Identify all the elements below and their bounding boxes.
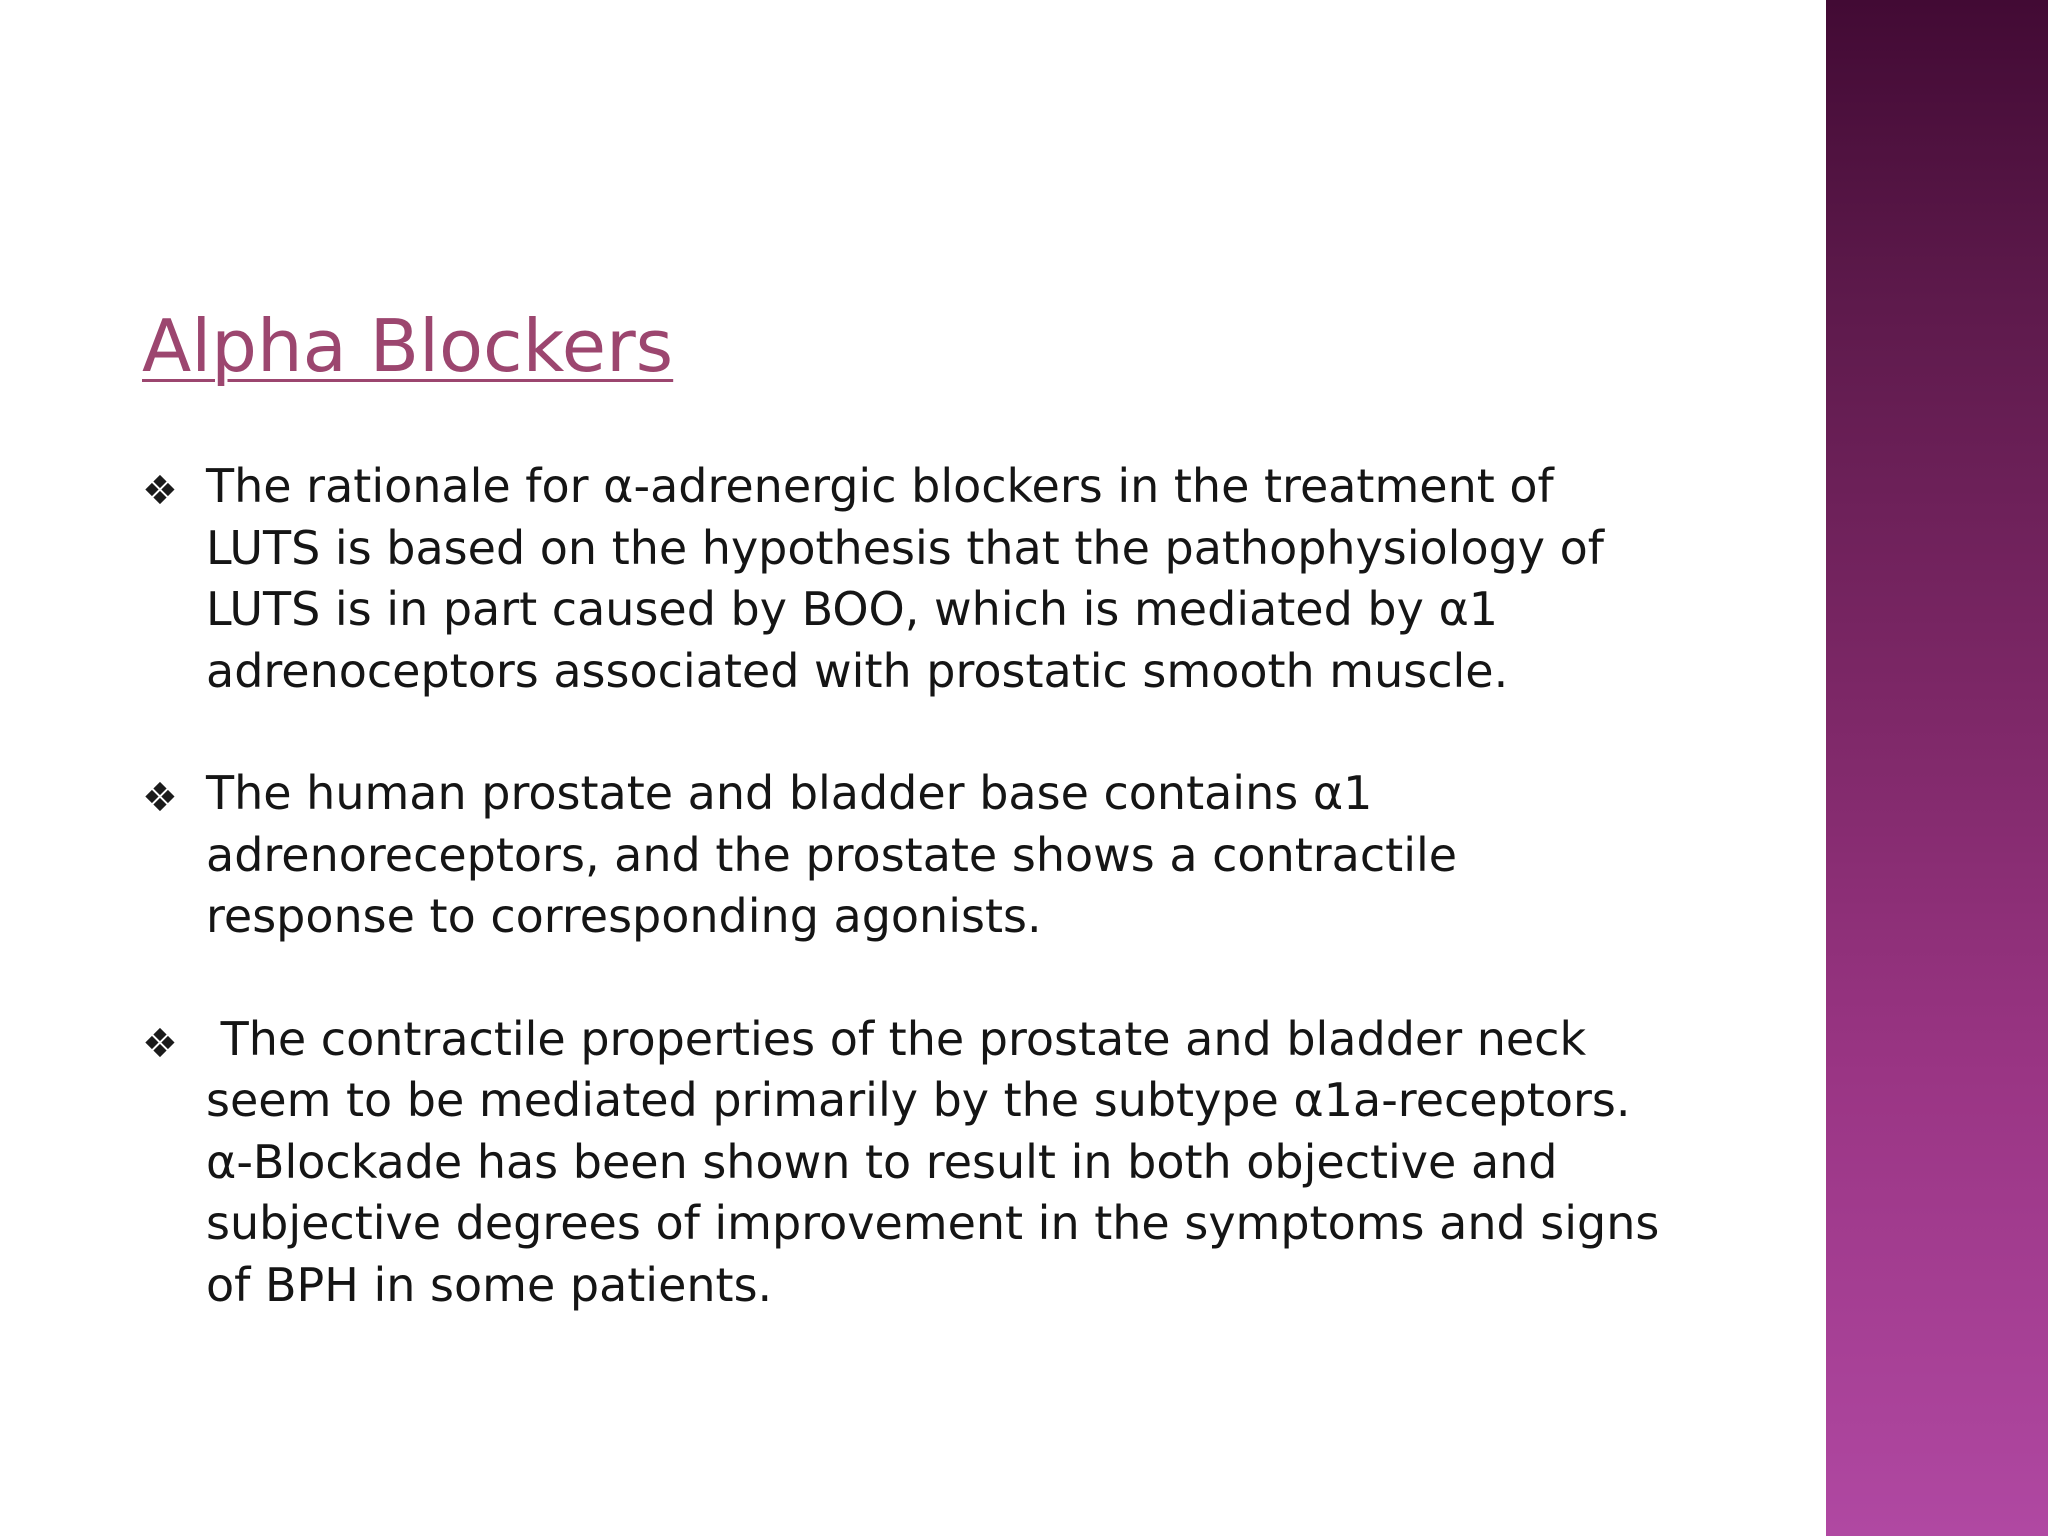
bullet-text: The human prostate and bladder base contains α1 adrenoreceptors, and the prostate shows a contractile response to corresponding agonists. [206,766,1458,943]
bullet-item [142,456,1702,702]
diamond-bullet-icon: ❖ [142,468,178,514]
diamond-bullet-icon: ❖ [142,1020,178,1067]
bullet-item [142,763,1702,948]
slide-title: Alpha Blockers [142,304,674,388]
bullet-list [142,456,1702,1316]
bullet-item [142,1009,1702,1317]
slide-content [142,300,1702,1377]
bullet-text: The rationale for α-adrenergic blockers in the treatment of LUTS is based on the hypothesis that the pathophysiology of LUTS is in part caused by BOO, which is mediated by α1 adrenoceptors associated with prostatic smooth muscle. [206,459,1604,698]
decorative-side-band [1826,0,2048,1536]
bullet-text: The contractile properties of the prostate and bladder neck seem to be mediated primarily by the subtype α1a-receptors. α-Blockade has been shown to result in both objective and subjective degrees of improvement in the symptoms and signs of BPH in some patients. [206,1011,1660,1312]
diamond-bullet-icon: ❖ [142,775,178,821]
